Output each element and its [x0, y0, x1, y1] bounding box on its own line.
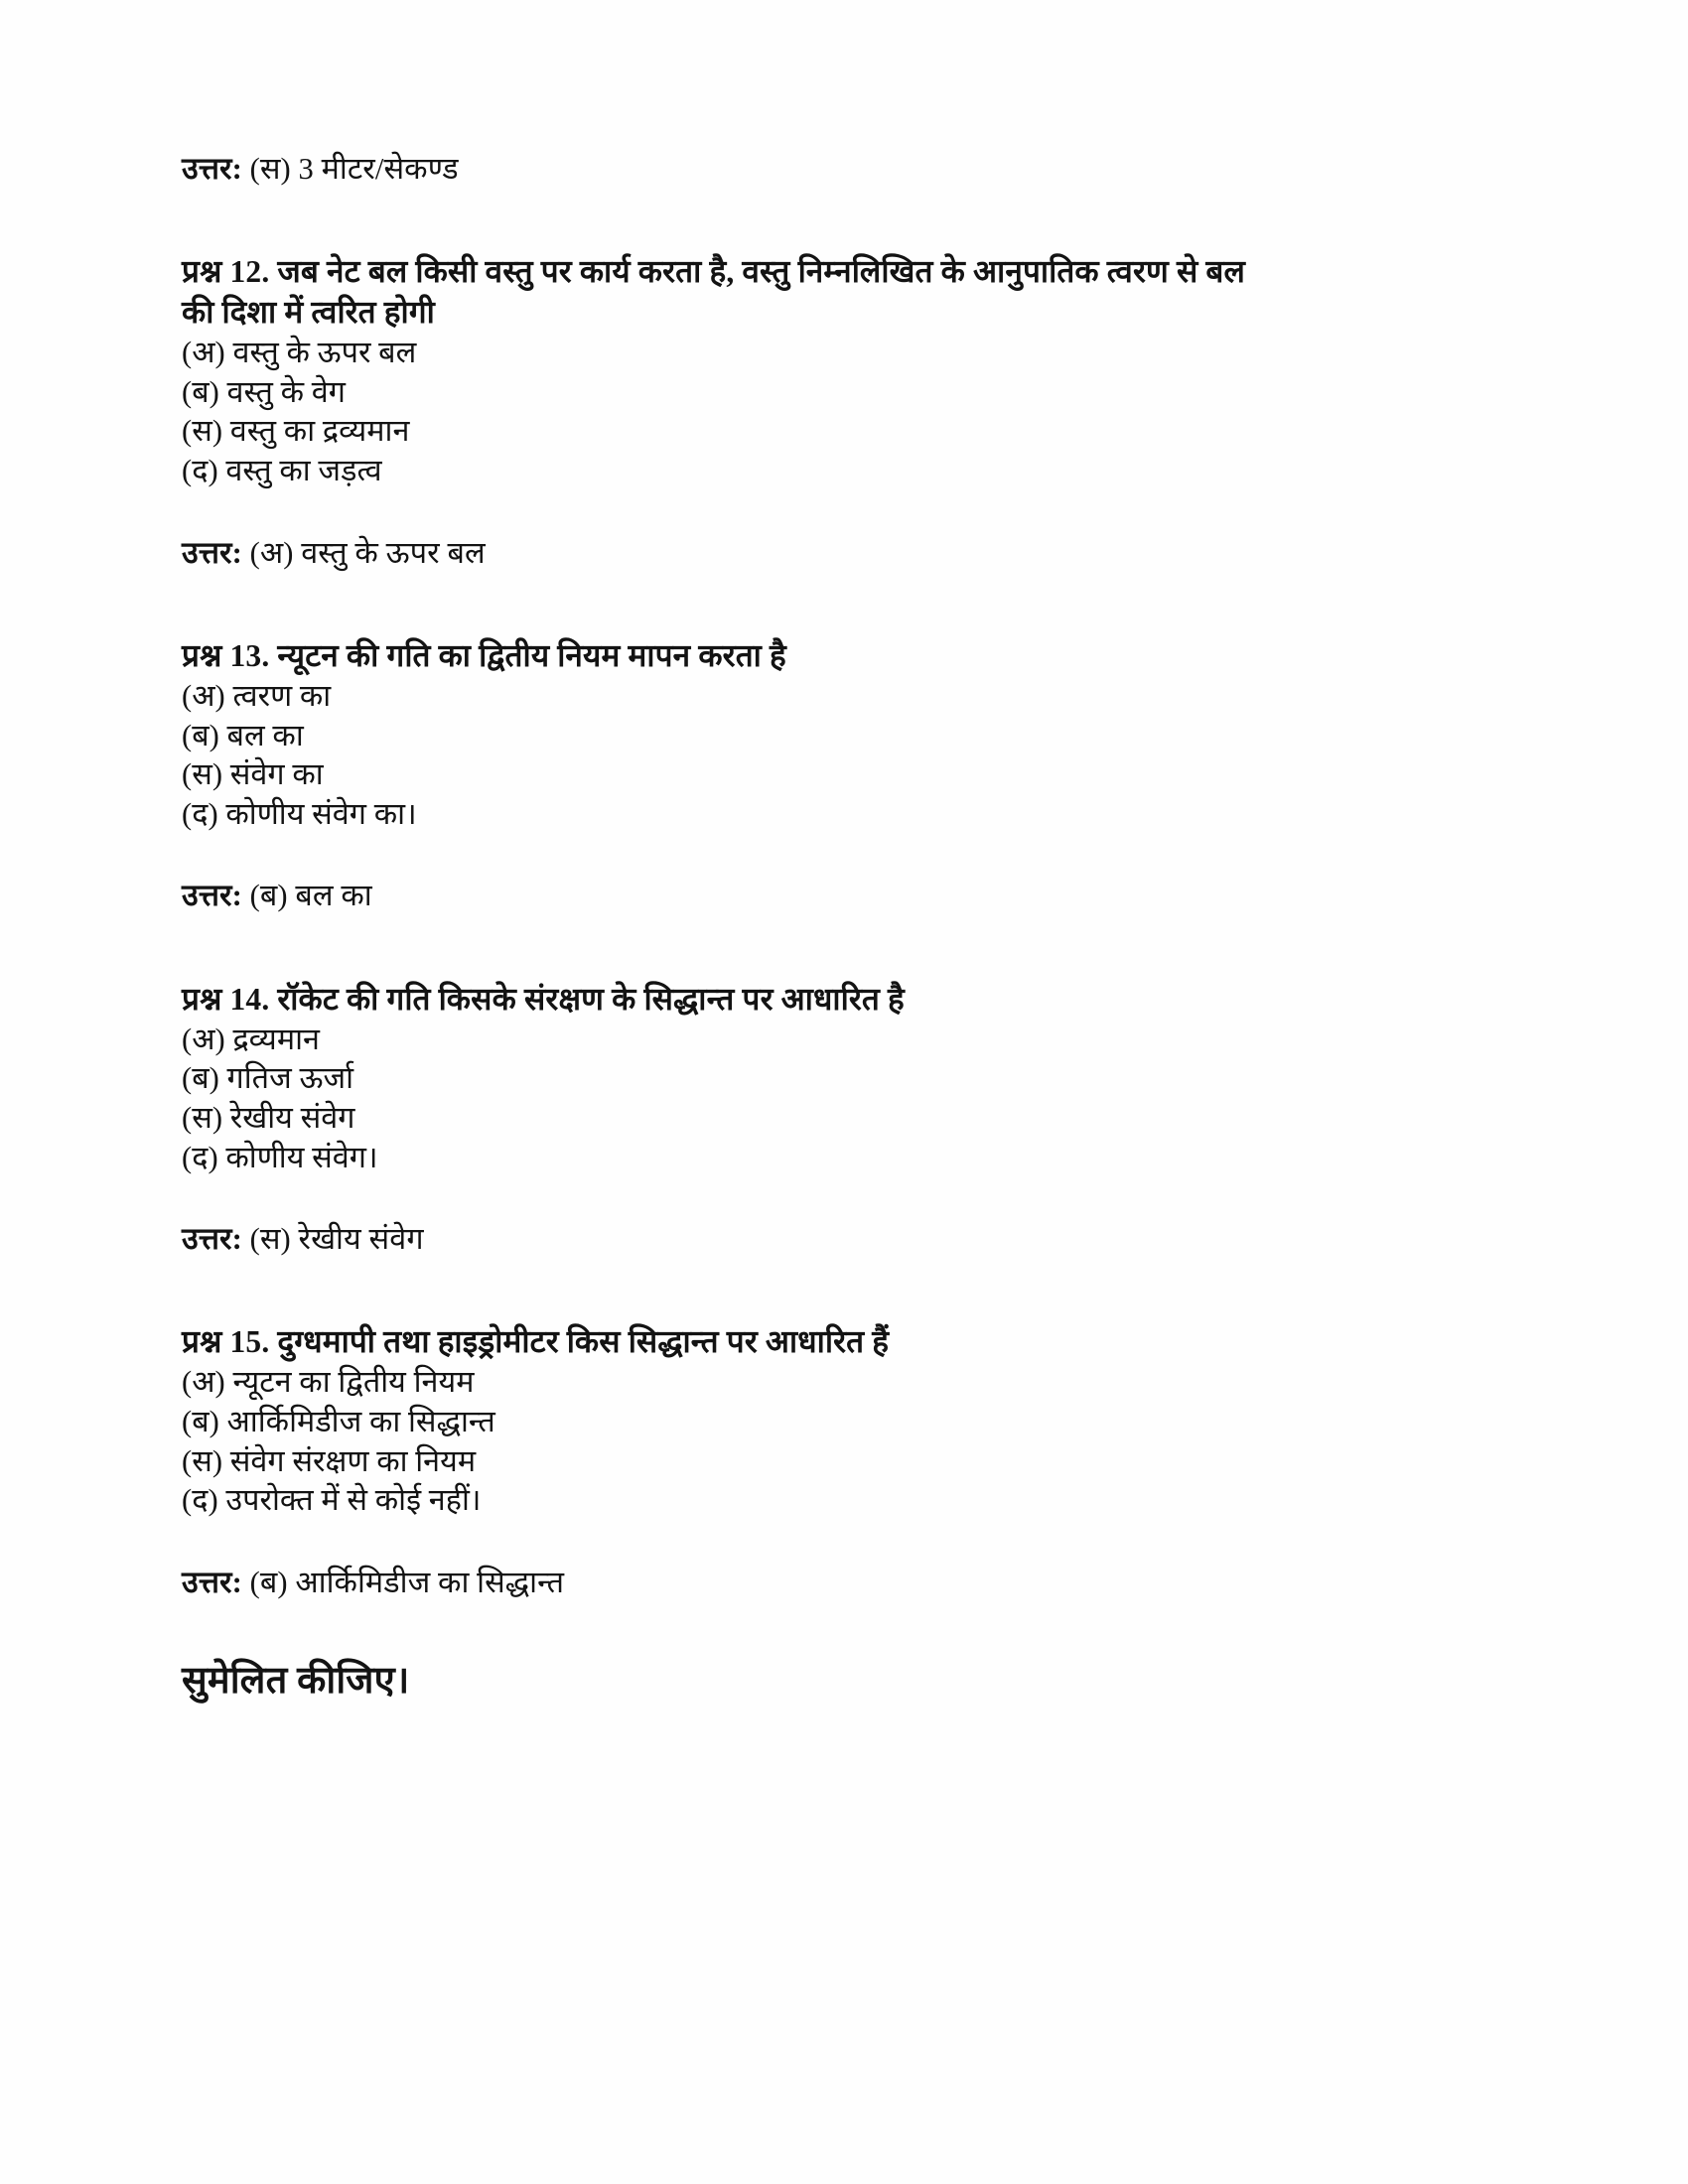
- answer-text: (स) रेखीय संवेग: [249, 1222, 424, 1257]
- question-block-13: [182, 636, 1532, 916]
- option-14-b: (ब) गतिज ऊर्जा: [182, 1061, 354, 1096]
- document-content: [182, 149, 1532, 1706]
- answer-line-q11: [182, 149, 1532, 189]
- option-12-d: (द) वस्तु का जड़त्व: [182, 454, 382, 488]
- option-12-c: (स) वस्तु का द्रव्यमान: [182, 414, 410, 449]
- spacer: [182, 573, 1532, 636]
- answer-label: उत्तर:: [182, 152, 242, 186]
- question-block-14: [182, 980, 1532, 1260]
- question-title-13: प्रश्न 13. न्यूटन की गति का द्वितीय नियम मापन करता है: [182, 637, 786, 673]
- option-15-c: (स) संवेग संरक्षण का नियम: [182, 1443, 477, 1478]
- option-15-b: (ब) आर्किमिडीज का सिद्धान्त: [182, 1405, 495, 1439]
- spacer: [182, 1177, 1532, 1219]
- section-heading-matching: सुमेलित कीजिए।: [182, 1660, 410, 1703]
- answer-label: उत्तर:: [182, 535, 242, 570]
- spacer: [182, 1259, 1532, 1322]
- question-title-12-line2: की दिशा में त्वरित होगी: [182, 295, 435, 331]
- answer-text: (अ) वस्तु के ऊपर बल: [249, 535, 486, 570]
- option-13-b: (ब) बल का: [182, 718, 304, 752]
- question-title-14: प्रश्न 14. रॉकेट की गति किसके संरक्षण के सिद्धान्त पर आधारित है: [182, 981, 905, 1017]
- option-15-a: (अ) न्यूटन का द्वितीय नियम: [182, 1365, 475, 1400]
- option-15-d: (द) उपरोक्त में से कोई नहीं।: [182, 1483, 482, 1518]
- answer-line-15: [182, 1563, 1532, 1602]
- question-block-15: [182, 1322, 1532, 1602]
- answer-label: उत्तर:: [182, 879, 242, 913]
- option-13-c: (स) संवेग का: [182, 757, 324, 792]
- answer-text: (स) 3 मीटर/सेकण्ड: [249, 152, 459, 186]
- option-14-c: (स) रेखीय संवेग: [182, 1100, 355, 1135]
- answer-line-12: [182, 533, 1532, 573]
- spacer: [182, 1602, 1532, 1658]
- spacer: [182, 189, 1532, 252]
- answer-text: (ब) आर्किमिडीज का सिद्धान्त: [249, 1565, 565, 1599]
- spacer: [182, 1521, 1532, 1563]
- answer-text: (ब) बल का: [249, 879, 372, 913]
- answer-line-13: [182, 876, 1532, 915]
- question-block-12: [182, 252, 1532, 573]
- option-12-b: (ब) वस्तु के वेग: [182, 374, 346, 409]
- option-14-a: (अ) द्रव्यमान: [182, 1022, 321, 1056]
- question-title-15: प्रश्न 15. दुग्धमापी तथा हाइड्रोमीटर किस सिद्धान्त पर आधारित हैं: [182, 1324, 890, 1360]
- spacer: [182, 491, 1532, 533]
- answer-line-14: [182, 1219, 1532, 1259]
- question-title-12-line1: प्रश्न 12. जब नेट बल किसी वस्तु पर कार्य करता है, वस्तु निम्नलिखित के आनुपातिक त्वरण से बल: [182, 254, 1246, 290]
- answer-label: उत्तर:: [182, 1565, 242, 1599]
- option-12-a: (अ) वस्तु के ऊपर बल: [182, 336, 417, 370]
- option-13-d: (द) कोणीय संवेग का।: [182, 796, 417, 831]
- option-13-a: (अ) त्वरण का: [182, 678, 332, 713]
- option-14-d: (द) कोणीय संवेग।: [182, 1140, 378, 1174]
- answer-label: उत्तर:: [182, 1222, 242, 1257]
- spacer: [182, 916, 1532, 980]
- spacer: [182, 834, 1532, 876]
